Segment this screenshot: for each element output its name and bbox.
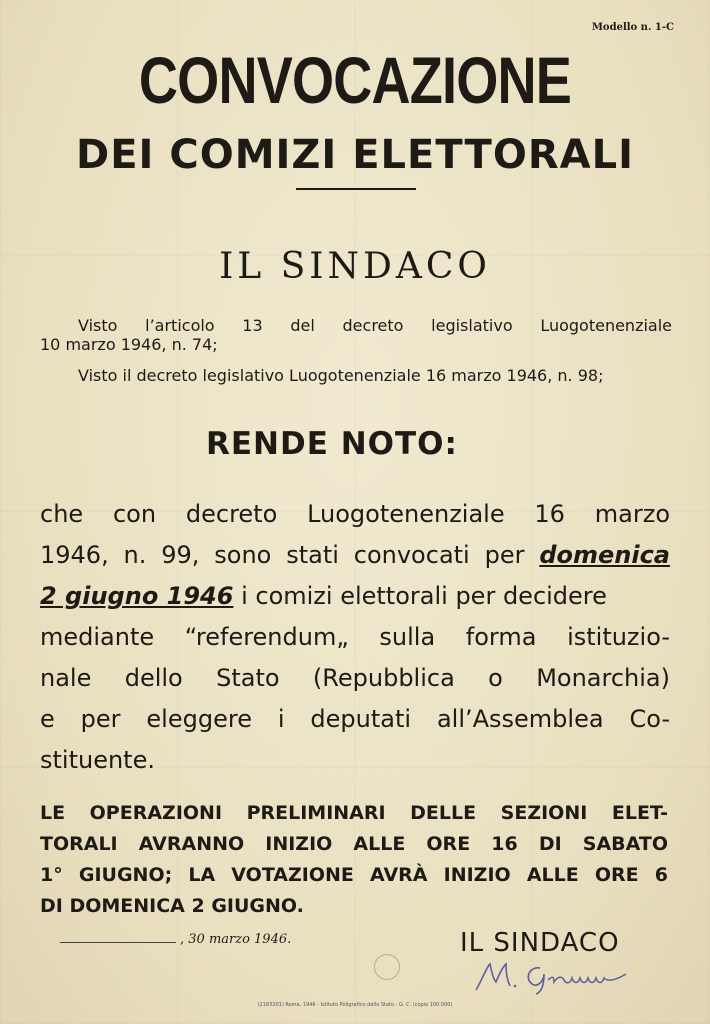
date-line xyxy=(60,932,291,947)
body-line-3 xyxy=(40,576,670,617)
body-line-4: mediante “referendum„ sulla forma istituzio- xyxy=(40,623,670,651)
place-blank xyxy=(60,942,176,943)
body-line-7: stituente. xyxy=(40,746,155,774)
announcement-body xyxy=(40,494,670,781)
heading-sindaco: IL SINDACO xyxy=(219,246,491,287)
title-comizi: DEI COMIZI ELETTORALI xyxy=(76,132,634,178)
stamp-mark xyxy=(374,954,400,980)
date-highlight-domenica: domenica xyxy=(539,541,670,569)
visto-paragraph-1 xyxy=(40,316,672,354)
visto-line-1: Visto l’articolo 13 del decreto legislativo Luogotenenziale xyxy=(78,316,672,335)
printer-footer: (2183201) Roma, 1946 - Istituto Poligrafico dello Stato - G. C. (copie 100.000) xyxy=(257,1002,453,1008)
handwritten-signature xyxy=(470,950,640,996)
operations-line-3: 1° GIUGNO; LA VOTAZIONE AVRÀ INIZIO ALLE ORE 6 xyxy=(40,864,668,886)
body-line-2 xyxy=(40,535,670,576)
operations-line-4: DI DOMENICA 2 GIUGNO. xyxy=(40,895,304,917)
signature-title: IL SINDACO xyxy=(460,928,620,958)
operations-line-1: LE OPERAZIONI PRELIMINARI DELLE SEZIONI ELET- xyxy=(40,802,668,824)
operations-notice xyxy=(40,798,668,922)
form-number: Modello n. 1-C xyxy=(591,22,674,33)
title-convocazione: CONVOCAZIONE xyxy=(138,43,572,117)
rende-noto-heading: RENDE NOTO: xyxy=(206,426,458,462)
body-line-6: e per eleggere i deputati all’Assemblea Co- xyxy=(40,705,670,733)
body-line-1: che con decreto Luogotenenziale 16 marzo xyxy=(40,500,670,528)
visto-line-2: 10 marzo 1946, n. 74; xyxy=(40,335,218,354)
operations-line-2: TORALI AVRANNO INIZIO ALLE ORE 16 DI SABATO xyxy=(40,833,668,855)
body-line-2-text: 1946, n. 99, sono stati convocati per xyxy=(40,541,540,569)
body-line-3-text: i comizi elettorali per decidere xyxy=(233,582,607,610)
date-highlight-2-giugno: 2 giugno 1946 xyxy=(40,582,234,610)
visto-line-3: Visto il decreto legislativo Luogotenenziale 16 marzo 1946, n. 98; xyxy=(78,366,604,385)
date-text: , 30 marzo 1946. xyxy=(180,932,292,947)
title-divider xyxy=(296,188,416,190)
body-line-5: nale dello Stato (Repubblica o Monarchia) xyxy=(40,664,670,692)
